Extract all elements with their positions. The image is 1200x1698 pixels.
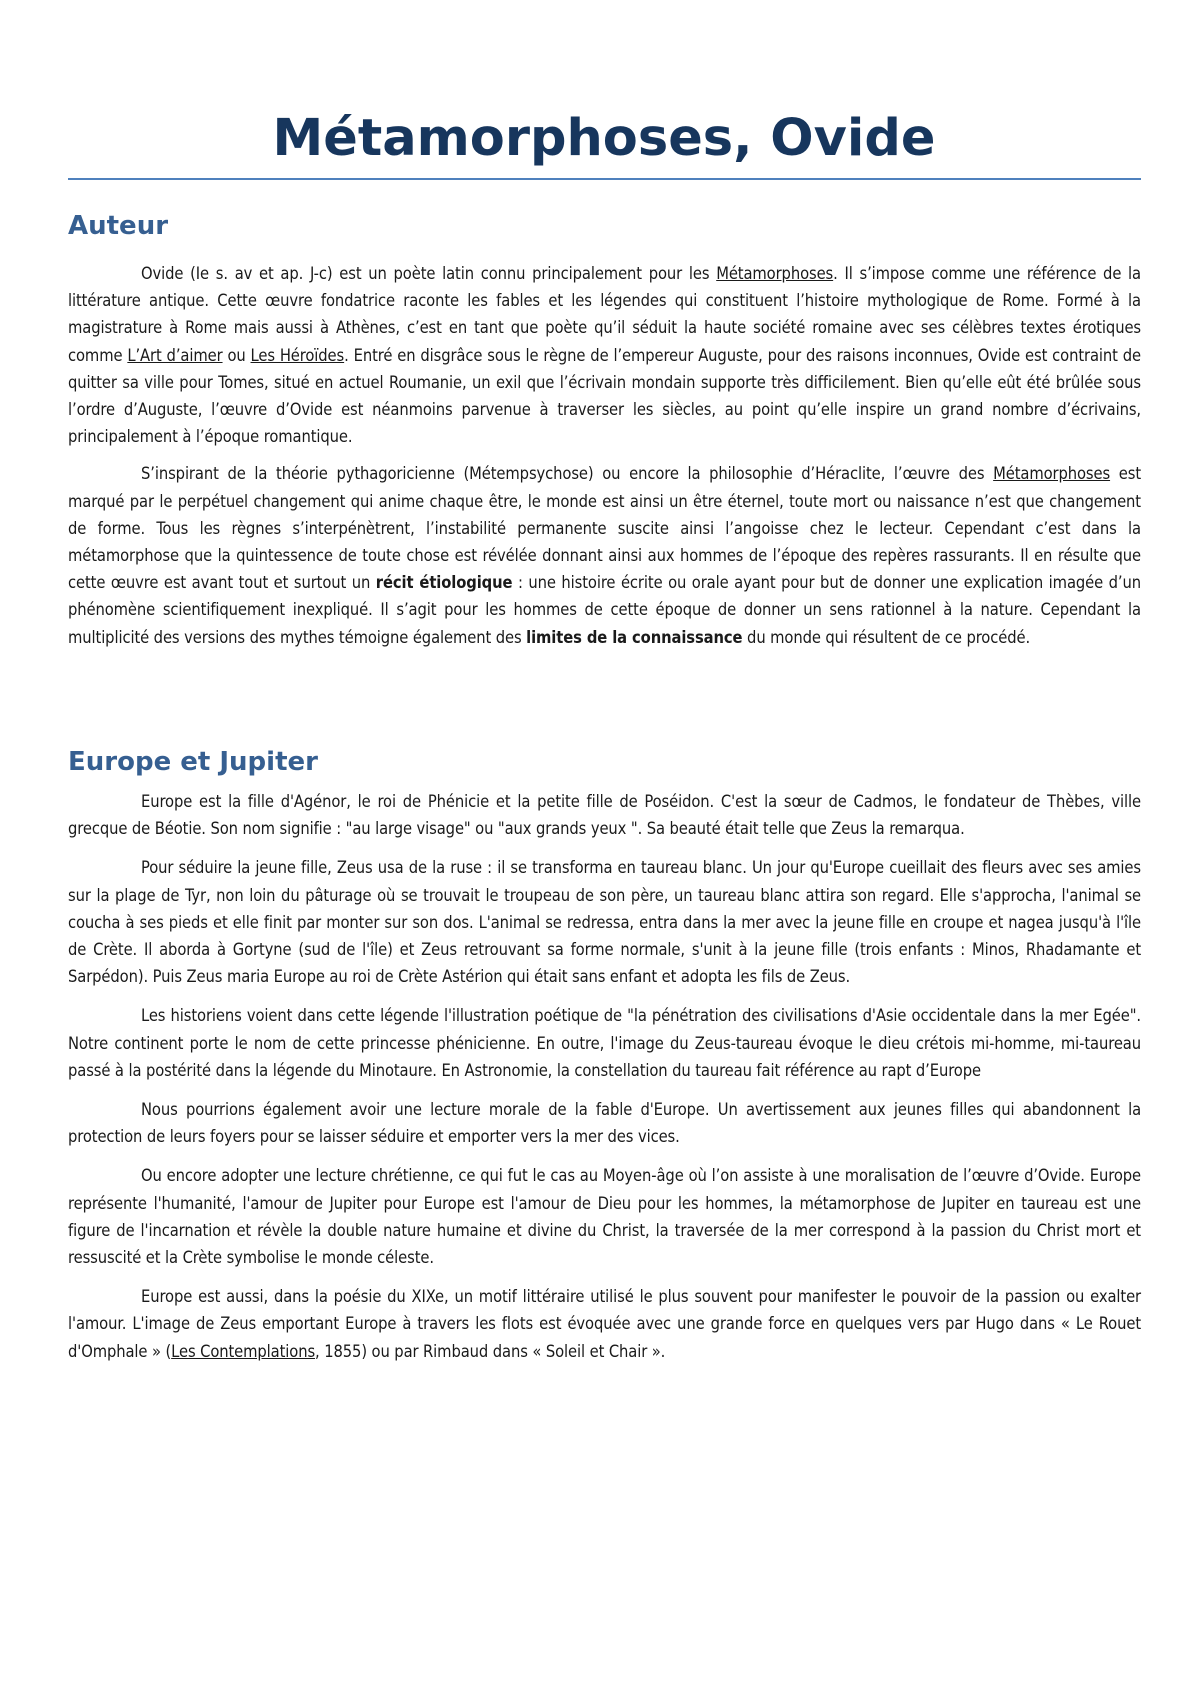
paragraph-auteur-1: Ovide (Ie s. av et ap. J-c) est un poète latin connu principalement pour les Métamorphoses. Il s’impose comme une référence de la littérature antique. Cette œuvre fondatrice raconte les fables et les légendes qui constituent l’histoire mythologique de Rome. Formé à la magistrature à Rome mais aussi à Athènes, c’est en tant que poète qu’il séduit la haute société romaine avec ses célèbres textes érotiques comme L’Art d’aimer ou Les Héroïdes. Entré en disgrâce sous le règne de l’empereur Auguste, pour des raisons inconnues, Ovide est contraint de quitter sa ville pour Tomes, situé en actuel Roumanie, un exil que l’écrivain mondain supporte très difficilement. Bien qu’elle eût été brûlée sous l’ordre d’Auguste, l’œuvre d’Ovide est néanmoins parvenue à traverser les siècles, au point qu’elle inspire un grand nombre d’écrivains, principalement à l’époque romantique. [68,264,1141,447]
paragraph-europe-3: Les historiens voient dans cette légende l'illustration poétique de "la pénétration des civilisations d'Asie occidentale dans la mer Egée". Notre continent porte le nom de cette princesse phénicienne. En outre, l'image du Zeus-taureau évoque le dieu crétois mi-homme, mi-taureau passé à la postérité dans la légende du Minotaure. En Astronomie, la constellation du taureau fait référence au rapt d’Europe [68,1006,1141,1080]
paragraph-auteur-2: S’inspirant de la théorie pythagoricienne (Métempsychose) ou encore la philosophie d’Héraclite, l’œuvre des Métamorphoses est marqué par le perpétuel changement qui anime chaque être, le monde est ainsi un être éternel, toute mort ou naissance n’est que changement de forme. Tous les règnes s’interpénètrent, l’instabilité permanente suscite ainsi l’angoisse chez le lecteur. Cependant c’est dans la métamorphose que la quintessence de toute chose est révélée donnant ainsi aux hommes de l’époque des repères rassurants. Il en résulte que cette œuvre est avant tout et surtout un récit étiologique : une histoire écrite ou orale ayant pour but de donner une explication imagée d’un phénomène scientifiquement inexpliqué. Il s’agit pour les hommes de cette époque de donner un sens rationnel à la nature. Cependant la multiplicité des versions des mythes témoigne également des limites de la connaissance du monde qui résultent de ce procédé. [68,464,1141,647]
title-underline [68,178,1141,180]
work-title-metamorphoses: Métamorphoses [993,464,1111,484]
emphasis-limites-connaissance: limites de la connaissance [526,627,743,647]
paragraph-europe-4: Nous pourrions également avoir une lecture morale de la fable d'Europe. Un avertissement aux jeunes filles qui abandonnent la protection de leurs foyers pour se laisser séduire et emporter vers la mer des vices. [68,1100,1141,1147]
paragraph-europe-2: Pour séduire la jeune fille, Zeus usa de la ruse : il se transforma en taureau blanc. Un jour qu'Europe cueillait des fleurs avec ses amies sur la plage de Tyr, non loin du pâturage où se trouvait le troupeau de son père, un taureau blanc attira son regard. Elle s'approcha, l'animal se coucha à ses pieds et elle finit par monter sur son dos. L'animal se redressa, entra dans la mer avec la jeune fille en croupe et nagea jusqu'à l'île de Crète. Il aborda à Gortyne (sud de l'île) et Zeus retrouvant sa forme normale, s'unit à la jeune fille (trois enfants : Minos, Rhadamante et Sarpédon). Puis Zeus maria Europe au roi de Crète Astérion qui était sans enfant et adopta les fils de Zeus. [68,858,1141,987]
work-title-art-d-aimer: L’Art d’aimer [127,345,223,365]
paragraph-europe-6: Europe est aussi, dans la poésie du XIXe, un motif littéraire utilisé le plus souvent pour manifester le pouvoir de la passion ou exalter l'amour. L'image de Zeus emportant Europe à travers les flots est évoquée avec une grande force en quelques vers par Hugo dans « Le Rouet d'Omphale » (Les Contemplations, 1855) ou par Rimbaud dans « Soleil et Chair ». [68,1287,1141,1361]
document-title: Métamorphoses, Ovide [272,109,936,168]
section-heading-europe-jupiter: Europe et Jupiter [68,747,318,777]
section-heading-auteur: Auteur [68,211,169,241]
work-title-les-contemplations: Les Contemplations [171,1341,316,1361]
paragraph-europe-1: Europe est la fille d'Agénor, le roi de Phénicie et la petite fille de Poséidon. C'est la sœur de Cadmos, le fondateur de Thèbes, ville grecque de Béotie. Son nom signifie : "au large visage" ou "aux grands yeux ". Sa beauté était telle que Zeus la remarqua. [68,792,1141,839]
paragraph-europe-5: Ou encore adopter une lecture chrétienne, ce qui fut le cas au Moyen-âge où l’on assiste à une moralisation de l’œuvre d’Ovide. Europe représente l'humanité, l'amour de Jupiter pour Europe est l'amour de Dieu pour les hommes, la métamorphose de Jupiter en taureau est une figure de l'incarnation et révèle la double nature humaine et divine du Christ, la traversée de la mer correspond à la passion du Christ mort et ressuscité et la Crète symbolise le monde céleste. [68,1166,1141,1268]
emphasis-recit-etiologique: récit étiologique [375,573,513,593]
section-auteur [68,208,1141,651]
work-title-metamorphoses: Métamorphoses [716,264,834,283]
section-europe-jupiter [68,744,1141,1365]
work-title-heroides: Les Héroïdes [250,345,345,365]
